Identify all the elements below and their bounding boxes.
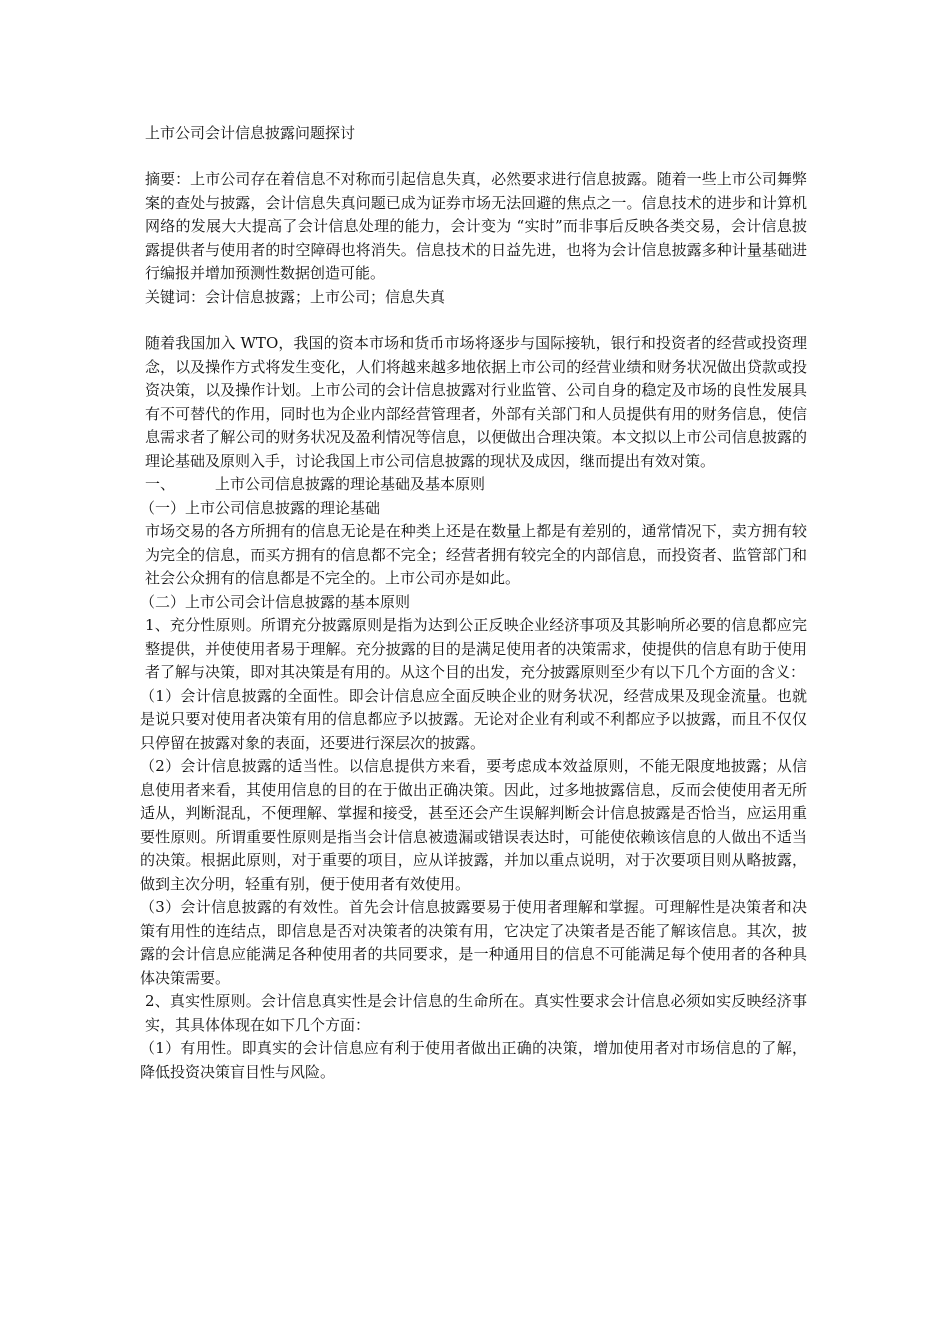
document-page (140, 122, 807, 1084)
section-1-title: 上市公司信息披露的理论基础及基本原则 (215, 475, 486, 493)
paragraph-gap (145, 309, 807, 332)
subsection-1-title: （一）上市公司信息披露的理论基础 (140, 498, 381, 517)
section-1-heading (145, 473, 807, 497)
principle-2-item-1: （1）有用性。即真实的会计信息应有利于使用者做出正确的决策，增加使用者对市场信息的了解，降低投资决策盲目性与风险。 (140, 1039, 807, 1081)
abstract-paragraph: 摘要：上市公司存在着信息不对称而引起信息失真，必然要求进行信息披露。随着一些上市公司舞弊案的查处与披露，会计信息失真问题已成为证券市场无法回避的焦点之一。信息技术的进步和计算机网络的发展大大提高了会计信息处理的能力，会计变为 “实时”而非事后反映各类交易，会计信息披露提供者与使用者的时空障碍也将消失。信息技术的日益先进，也将为会计信息披露多种计量基础进行编报并增加预测性数据创造可能。 (145, 170, 807, 282)
document-title: 上市公司会计信息披露问题探讨 (145, 124, 356, 142)
subsection-2-title: （二）上市公司会计信息披露的基本原则 (140, 592, 411, 611)
principle-1-item-2: （2）会计信息披露的适当性。以信息提供方来看，要考虑成本效益原则，不能无限度地披露；从信息使用者来看，其使用信息的目的在于做出正确决策。因此，过多地披露信息，反而会使使用者无所适从，判断混乱，不便理解、掌握和接受，甚至还会产生误解判断会计信息披露是否恰当，应运用重要性原则。所谓重要性原则是指当会计信息被遗漏或错误表达时，可能使依赖该信息的人做出不适当的决策。根据此原则，对于重要的项目，应从详披露，并加以重点说明，对于次要项目则从略披露，做到主次分明，轻重有别，便于使用者有效使用。 (140, 757, 807, 893)
principle-1-item-3: （3）会计信息披露的有效性。首先会计信息披露要易于使用者理解和掌握。可理解性是决策者和决策有用性的连结点，即信息是否对决策者的决策有用，它决定了决策者是否能了解该信息。其次，披露的会计信息应能满足各种使用者的共同要求，是一种通用目的信息不可能满足每个使用者的各种具体决策需要。 (140, 898, 807, 987)
section-1-number: 一、 (145, 475, 176, 493)
subsection-1-text: 市场交易的各方所拥有的信息无论是在种类上还是在数量上都是有差别的，通常情况下，卖方拥有较为完全的信息，而买方拥有的信息都不完全；经营者拥有较完全的内部信息，而投资者、监管部门和社会公众拥有的信息都是不完全的。上市公司亦是如此。 (145, 522, 807, 587)
principle-1-paragraph: 1、充分性原则。所谓充分披露原则是指为达到公正反映企业经济事项及其影响所必要的信息都应完整提供，并使使用者易于理解。充分披露的目的是满足使用者的决策需求，使提供的信息有助于使用者了解与决策，即对其决策是有用的。从这个目的出发，充分披露原则至少有以下几个方面的含义： (145, 616, 807, 681)
principle-1-item-1: （1）会计信息披露的全面性。即会计信息应全面反映企业的财务状况，经营成果及现金流量。也就是说只要对使用者决策有用的信息都应予以披露。无论对企业有利或不利都应予以披露，而且不仅仅只停留在披露对象的表面，还要进行深层次的披露。 (140, 686, 807, 752)
principle-2-paragraph: 2、真实性原则。会计信息真实性是会计信息的生命所在。真实性要求会计信息必须如实反映经济事实，其具体体现在如下几个方面： (145, 992, 807, 1034)
intro-paragraph: 随着我国加入 WTO，我国的资本市场和货币市场将逐步与国际接轨，银行和投资者的经营或投资理念，以及操作方式将发生变化，人们将越来越多地依据上市公司的经营业绩和财务状况做出贷款或投资决策，以及操作计划。上市公司的会计信息披露对行业监管、公司自身的稳定及市场的良性发展具有不可替代的作用，同时也为企业内部经营管理者，外部有关部门和人员提供有用的财务信息，使信息需求者了解公司的财务状况及盈利情况等信息，以便做出合理决策。本文拟以上市公司信息披露的理论基础及原则入手，讨论我国上市公司信息披露的现状及成因，继而提出有效对策。 (145, 334, 807, 470)
keywords-line: 关键词：会计信息披露；上市公司；信息失真 (145, 287, 446, 306)
